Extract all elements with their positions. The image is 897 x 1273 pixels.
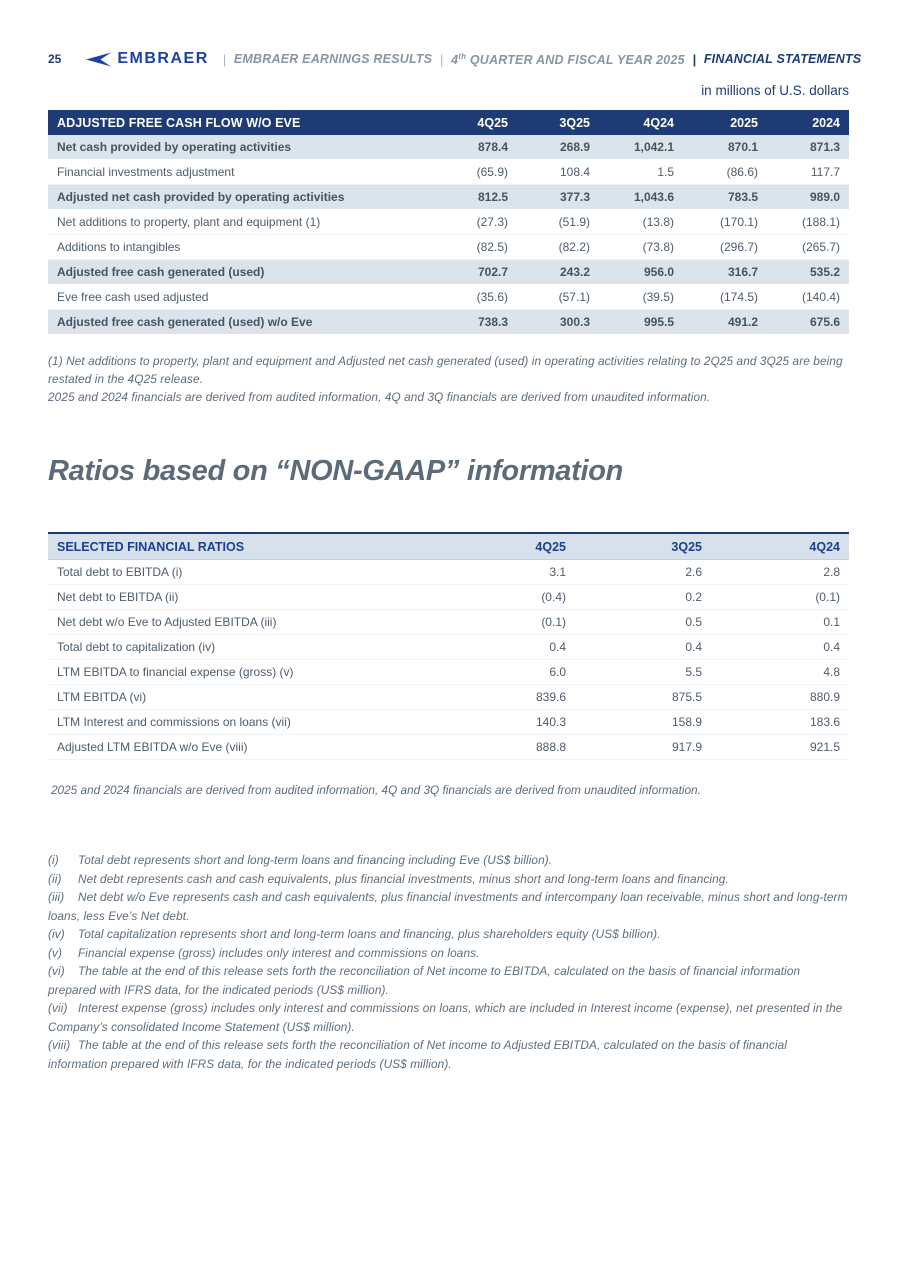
row-label: Adjusted free cash generated (used) w/o Eve [57,315,313,329]
cell-value: 995.5 [643,315,674,329]
cell-value: 535.2 [809,265,840,279]
row-label: Adjusted free cash generated (used) [57,265,265,279]
cell-value: 0.2 [685,590,702,604]
cell-value: 268.9 [559,140,590,154]
row-label: Financial investments adjustment [57,165,235,179]
cell-value: 491.2 [727,315,758,329]
note-ii: (ii) Net debt represents cash and cash equivalents, plus financial investments, minus short and long-term loans and financing. [48,871,729,886]
cell-value: (140.4) [801,290,840,304]
cell-value: (51.9) [558,215,590,229]
cell-value: 888.8 [535,740,566,754]
cell-value: (13.8) [642,215,674,229]
table-row [48,235,849,260]
row-label: LTM Interest and commissions on loans (vii) [57,715,291,729]
table-row [48,285,849,310]
row-label: Eve free cash used adjusted [57,290,209,304]
breadcrumb-divider: | [692,52,697,67]
table-row [48,735,849,760]
cell-value: (0.1) [815,590,840,604]
column-header: 4Q24 [809,539,840,554]
cell-value: (82.2) [558,240,590,254]
cell-value: 917.9 [671,740,702,754]
breadcrumb-quarter: 4th QUARTER AND FISCAL YEAR 2025 [451,51,685,67]
cell-value: (27.3) [476,215,508,229]
cell-value: 878.4 [477,140,508,154]
footnote-audit: 2025 and 2024 financials are derived from audited information, 4Q and 3Q financials are derived from unaudited information. [51,783,701,797]
cell-value: (0.4) [541,590,566,604]
note-iii: (iii) Net debt w/o Eve represents cash and cash equivalents, plus financial investments and intercompany loan receivable, minus short and long-term loans, less Eve’s Net debt. [48,890,848,923]
cell-value: (57.1) [558,290,590,304]
cell-value: 243.2 [559,265,590,279]
table-row [48,260,849,285]
row-label: LTM EBITDA to financial expense (gross) (v) [57,665,294,679]
cell-value: 871.3 [809,140,840,154]
breadcrumb-divider: | [439,52,444,67]
row-label: Adjusted net cash provided by operating activities [57,190,345,204]
column-header: 2024 [812,115,840,130]
units-note: in millions of U.S. dollars [701,83,849,98]
note-vi: (vi) The table at the end of this release sets forth the reconciliation of Net income to EBITDA, calculated on the basis of financial information prepared with IFRS data, for the indicated periods (US$ million). [48,964,801,997]
cell-value: (188.1) [801,215,840,229]
cell-value: (0.1) [541,615,566,629]
cell-value: (174.5) [719,290,758,304]
note-viii: (viii) The table at the end of this release sets forth the reconciliation of Net income to Adjusted EBITDA, calculated on the basis of financial information prepared with IFRS data, for the indicated periods (US$ million). [48,1038,788,1071]
cell-value: 183.6 [809,715,840,729]
breadcrumb-divider: | [222,52,227,67]
cell-value: 880.9 [809,690,840,704]
row-label: Total debt to EBITDA (i) [57,565,183,579]
cell-value: 870.1 [727,140,758,154]
definitions-notes [48,851,849,1073]
column-header: 4Q24 [643,115,674,130]
cell-value: 702.7 [477,265,508,279]
row-label: Net cash provided by operating activities [57,140,292,154]
cell-value: (39.5) [642,290,674,304]
row-label: Adjusted LTM EBITDA w/o Eve (viii) [57,740,248,754]
column-header: 3Q25 [671,539,702,554]
table-row [48,560,849,585]
breadcrumb-results: EMBRAER EARNINGS RESULTS [233,52,433,67]
table-row [48,210,849,235]
cell-value: 0.5 [685,615,702,629]
table-title: ADJUSTED FREE CASH FLOW W/O EVE [57,115,301,130]
column-header: 4Q25 [535,539,566,554]
footnote-audit: 2025 and 2024 financials are derived from audited information, 4Q and 3Q financials are derived from unaudited information. [48,390,711,404]
cell-value: 875.5 [671,690,702,704]
note-v: (v) Financial expense (gross) includes only interest and commissions on loans. [48,945,480,960]
note-vii: (vii) Interest expense (gross) includes only interest and commissions on loans, which are included in Interest income (expense), net presented in the Company’s consolidated Income Statement (US$ million). [48,1001,843,1034]
table-header-row [48,534,849,560]
breadcrumb-section: FINANCIAL STATEMENTS [703,52,862,67]
cell-value: 738.3 [477,315,508,329]
cell-value: 989.0 [809,190,840,204]
cell-value: 316.7 [727,265,758,279]
cell-value: 921.5 [809,740,840,754]
cell-value: 108.4 [559,165,590,179]
column-header: 2025 [730,115,758,130]
cell-value: 839.6 [535,690,566,704]
cell-value: 117.7 [810,165,840,179]
cell-value: (73.8) [642,240,674,254]
column-header: 4Q25 [477,115,508,130]
embraer-logo [85,50,208,68]
breadcrumb [219,51,862,66]
table-row [48,710,849,735]
cell-value: 300.3 [559,315,590,329]
embraer-arrow-icon [85,51,112,68]
table-row [48,610,849,635]
cell-value: 956.0 [643,265,674,279]
table-row [48,660,849,685]
table-row [48,585,849,610]
table-row [48,160,849,185]
cell-value: 0.1 [823,615,840,629]
row-label: Net additions to property, plant and equipment (1) [57,215,321,229]
cell-value: (170.1) [719,215,758,229]
table-row [48,185,849,210]
table-footnotes [48,352,849,406]
column-header: 3Q25 [559,115,590,130]
section-heading: Ratios based on “NON-GAAP” information [48,455,624,487]
row-label: Total debt to capitalization (iv) [57,640,216,654]
table-row [48,135,849,160]
cell-value: 5.5 [685,665,702,679]
row-label: Net debt w/o Eve to Adjusted EBITDA (iii) [57,615,277,629]
row-label: LTM EBITDA (vi) [57,690,147,704]
row-label: Net debt to EBITDA (ii) [57,590,179,604]
cell-value: 812.5 [477,190,508,204]
cell-value: 1,042.1 [633,140,674,154]
table-row [48,685,849,710]
cell-value: (82.5) [476,240,508,254]
cell-value: 2.6 [685,565,702,579]
table-header-row [48,110,849,135]
cell-value: 377.3 [559,190,590,204]
page-header [48,48,862,70]
cell-value: 2.8 [823,565,840,579]
note-i: (i) Total debt represents short and long-term loans and financing including Eve (US$ billion). [48,853,553,867]
cell-value: 675.6 [809,315,840,329]
cell-value: 6.0 [549,665,566,679]
cell-value: (65.9) [476,165,508,179]
table-title: SELECTED FINANCIAL RATIOS [57,539,245,554]
cell-value: (296.7) [719,240,758,254]
table-row [48,635,849,660]
cell-value: 0.4 [549,640,566,654]
cell-value: 783.5 [727,190,758,204]
financial-ratios-table [48,532,849,760]
cell-value: 4.8 [823,665,840,679]
cell-value: 140.3 [535,715,566,729]
cell-value: 1,043.6 [633,190,674,204]
footnote-restatement: (1) Net additions to property, plant and equipment and Adjusted net cash generated (used) in operating activities relating to 2Q25 and 3Q25 are being restated in the 4Q25 release. [48,354,843,386]
cell-value: 0.4 [685,640,702,654]
cell-value: 3.1 [549,565,566,579]
cell-value: (265.7) [801,240,840,254]
cell-value: (86.6) [726,165,758,179]
row-label: Additions to intangibles [57,240,181,254]
page-number: 25 [48,52,62,66]
cell-value: 0.4 [823,640,840,654]
adjusted-fcf-table [48,110,849,335]
cell-value: (35.6) [476,290,508,304]
table-row [48,310,849,335]
cell-value: 1.5 [657,165,674,179]
note-iv: (iv) Total capitalization represents short and long-term loans and financing, plus shareholders equity (US$ billion). [48,927,661,941]
embraer-wordmark: EMBRAER [117,50,209,67]
cell-value: 158.9 [671,715,702,729]
